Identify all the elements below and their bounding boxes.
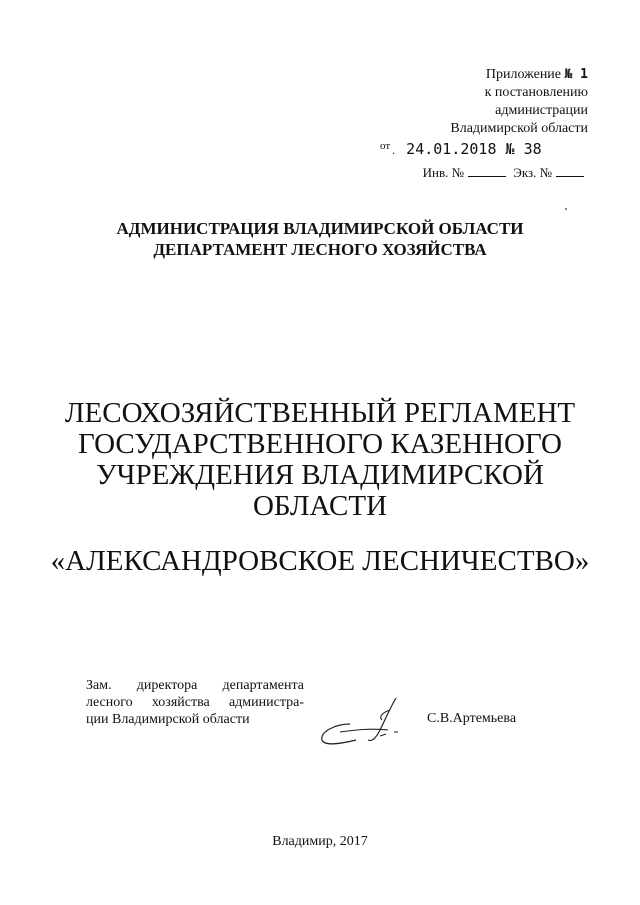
appendix-number: № 1	[564, 67, 588, 82]
title-line-3: УЧРЕЖДЕНИЯ ВЛАДИМИРСКОЙ	[96, 459, 544, 491]
appendix-line-2: к постановлению	[484, 85, 588, 100]
copy-blank	[556, 165, 584, 177]
inventory-blank	[468, 165, 506, 177]
appendix-line-1	[450, 66, 588, 84]
city-year: Владимир, 2017	[272, 834, 368, 849]
document-title	[0, 398, 640, 522]
inventory-row	[423, 165, 588, 181]
position-line-2: лесного хозяйства администра-	[86, 695, 304, 710]
signer-name: С.В.Артемьева	[427, 711, 517, 726]
position-line-3: ции Владимирской области	[86, 712, 250, 727]
organization-line-1: АДМИНИСТРАЦИЯ ВЛАДИМИРСКОЙ ОБЛАСТИ	[116, 219, 524, 238]
appendix-label: Приложение	[485, 67, 562, 82]
handwritten-signature	[310, 690, 410, 750]
title-line-2: ГОСУДАРСТВЕННОГО КАЗЕННОГО	[78, 428, 562, 460]
signatory-position	[86, 677, 304, 728]
title-line-1: ЛЕСОХОЗЯЙСТВЕННЫЙ РЕГЛАМЕНТ	[64, 397, 576, 429]
inventory-label: Инв. №	[422, 165, 464, 180]
appendix-header	[450, 66, 588, 138]
appendix-line-3: администрации	[495, 103, 588, 118]
appendix-line-4: Владимирской области	[450, 121, 588, 136]
speck	[565, 208, 567, 210]
organization-line-2: ДЕПАРТАМЕНТ ЛЕСНОГО ХОЗЯЙСТВА	[153, 240, 487, 259]
copy-label: Экз. №	[513, 165, 552, 180]
document-subtitle: «АЛЕКСАНДРОВСКОЕ ЛЕСНИЧЕСТВО»	[50, 545, 590, 577]
decree-date-number: 24.01.2018 № 38	[406, 140, 542, 158]
organization-header	[0, 218, 640, 260]
position-line-1: Зам. директора департамента	[86, 678, 304, 693]
dot-mark: .	[392, 143, 396, 157]
decree-date-row	[380, 140, 542, 158]
title-line-4: ОБЛАСТИ	[252, 490, 388, 522]
from-label: от	[380, 140, 391, 152]
